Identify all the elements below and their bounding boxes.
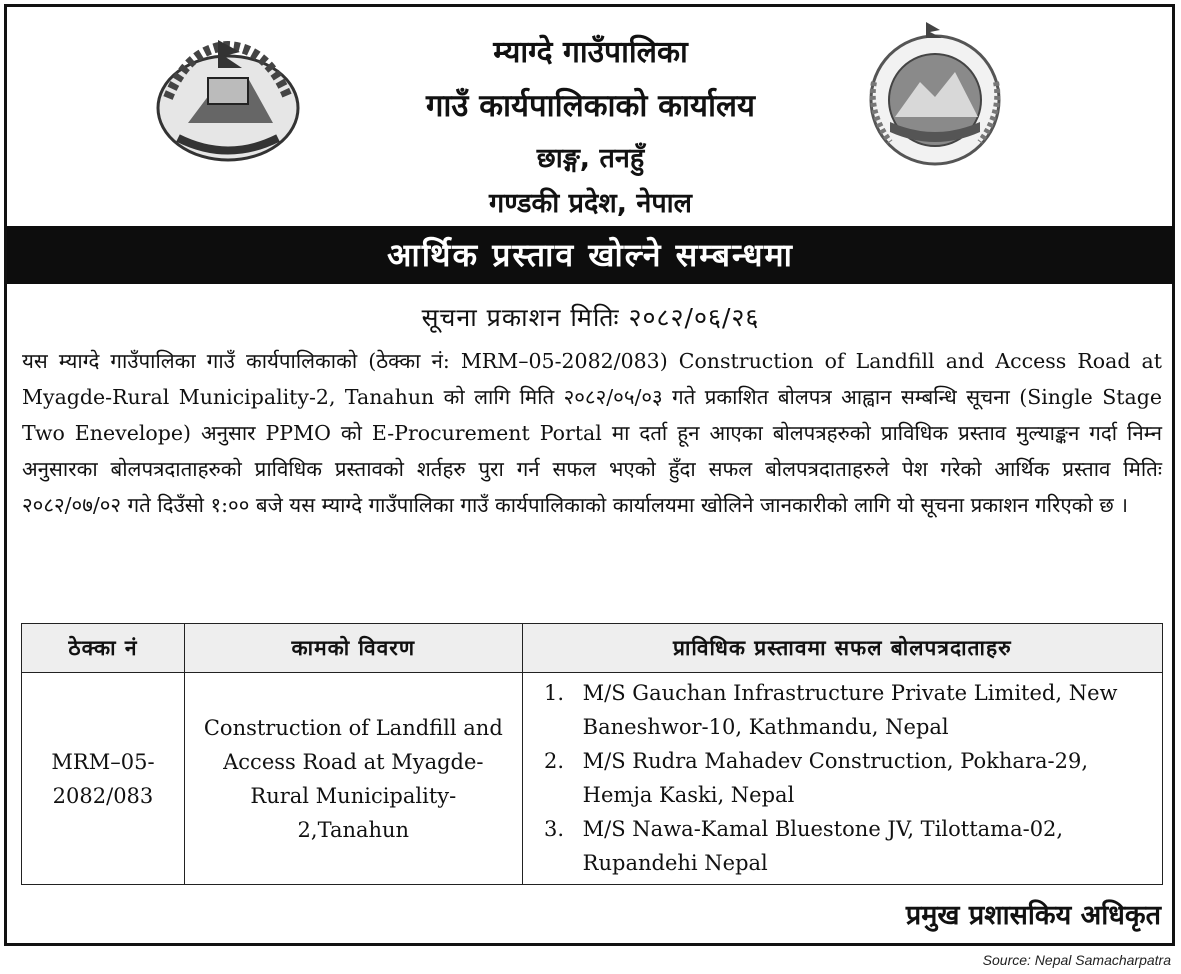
list-item: 1. M/S Gauchan Infrastructure Private Limited, New Baneshwor-10, Kathmandu, Nepal bbox=[571, 676, 1154, 744]
municipality-name: म्याग्दे गाउँपालिका bbox=[493, 35, 688, 70]
bidders-table bbox=[21, 623, 1163, 885]
header-contract-no: ठेक्का नं bbox=[22, 624, 185, 673]
notice-publish-date: सूचना प्रकाशन मितिः २०८२/०६/२६ bbox=[421, 303, 760, 332]
table-row bbox=[22, 673, 1163, 885]
signatory-title: प्रमुख प्रशासकिय अधिकृत bbox=[905, 900, 1161, 931]
office-location: छाङ्ग, तनहुँ bbox=[536, 143, 645, 174]
notice-title-banner: आर्थिक प्रस्ताव खोल्ने सम्बन्धमा bbox=[7, 226, 1174, 284]
bidders-list bbox=[535, 676, 1154, 880]
header-successful-bidders: प्राविधिक प्रस्तावमा सफल बोलपत्रदाताहरु bbox=[522, 624, 1162, 673]
list-item: 3. M/S Nawa-Kamal Bluestone JV, Tilottama-02, Rupandehi Nepal bbox=[571, 812, 1154, 880]
bidders-cell bbox=[522, 673, 1162, 885]
source-credit: Source: Nepal Samacharpatra bbox=[982, 952, 1171, 968]
contract-number-cell: MRM–05-2082/083 bbox=[22, 673, 185, 885]
province-name: गण्डकी प्रदेश, नेपाल bbox=[489, 188, 692, 219]
table-header-row bbox=[22, 624, 1163, 673]
office-name: गाउँ कार्यपालिकाको कार्यालय bbox=[425, 88, 756, 124]
header-work-description: कामको विवरण bbox=[184, 624, 522, 673]
notice-body-text: यस म्याग्दे गाउँपालिका गाउँ कार्यपालिकाको (ठेक्का नं: MRM–05-2082/083) Construction of Landfill and Access Road at Myagde-Rural Municipality-2, Tanahun को लागि मिति २०८२/०५/०३ गते प्रकाशित बोलपत्र आह्वान सम्बन्धि सूचना (Single Stage Two Enevelope) अनुसार PPMO को E-Procurement Portal मा दर्ता हून आएका बोलपत्रहरुको प्राविधिक प्रस्ताव मुल्याङ्कन गर्दा निम्न अनुसारका बोलपत्रदाताहरुको प्राविधिक प्रस्तावको शर्तहरु पुरा गर्न सफल भएको हुँदा सफल बोलपत्रदाताहरुले पेश गरेको आर्थिक प्रस्ताव मितिः २०८२/०७/०२ गते दिउँसो १:०० बजे यस म्याग्दे गाउँपालिका गाउँ कार्यपालिकाको कार्यालयमा खोलिने जानकारीको लागि यो सूचना प्रकाशन गरिएको छ । bbox=[22, 349, 1162, 517]
work-description-cell: Construction of Landfill and Access Road at Myagde-Rural Municipality-2,Tanahun bbox=[184, 673, 522, 885]
list-item: 2. M/S Rudra Mahadev Construction, Pokhara-29, Hemja Kaski, Nepal bbox=[571, 744, 1154, 812]
